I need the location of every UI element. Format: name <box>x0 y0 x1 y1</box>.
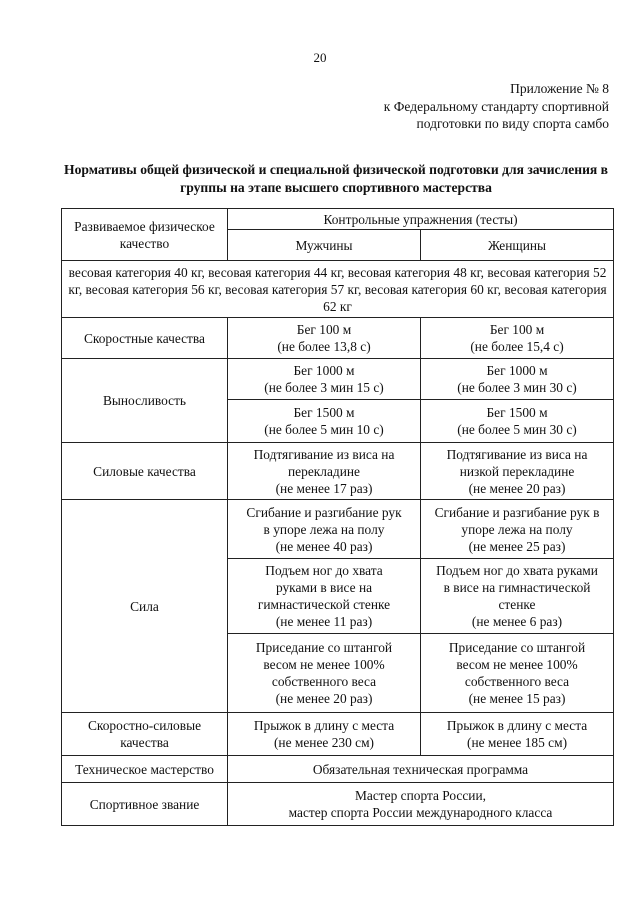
document-title: Нормативы общей физической и специальной физической подготовки для зачисления в группы на этапе высшего спортивного мастерства <box>64 162 608 195</box>
speed-strength-women: Прыжок в длину с места (не менее 185 см) <box>421 713 614 756</box>
endurance-men-1000: Бег 1000 м (не более 3 мин 15 с) <box>228 359 421 400</box>
strength-women-leg-raise: Подъем ног до хвата руками в висе на гимнастической стенке (не менее 6 раз) <box>421 559 614 634</box>
table-row <box>62 359 614 400</box>
strength-women-squat: Приседание со штангой весом не менее 100% собственного веса (не менее 15 раз) <box>421 634 614 713</box>
strength-men-leg-raise: Подъем ног до хвата руками в висе на гимнастической стенке (не менее 11 раз) <box>228 559 421 634</box>
speed-women: Бег 100 м (не более 15,4 с) <box>421 318 614 359</box>
power-women: Подтягивание из виса на низкой перекладине (не менее 20 раз) <box>421 443 614 500</box>
header-quality: Развиваемое физическое качество <box>62 209 228 261</box>
norms-table <box>61 208 614 826</box>
header-exercises: Контрольные упражнения (тесты) <box>228 209 614 230</box>
weight-categories: весовая категория 40 кг, весовая категория 44 кг, весовая категория 48 кг, весовая категория 52 кг, весовая категория 56 кг, весовая категория 57 кг, весовая категория 60 кг, весовая категория 62 кг <box>62 261 614 318</box>
page-number: 20 <box>313 50 327 65</box>
table-row <box>62 756 614 783</box>
endurance-women-1000: Бег 1000 м (не более 3 мин 30 с) <box>421 359 614 400</box>
table-row <box>62 783 614 826</box>
header-women: Женщины <box>421 230 614 261</box>
table-row <box>62 318 614 359</box>
quality-speed: Скоростные качества <box>62 318 228 359</box>
quality-strength: Сила <box>62 500 228 713</box>
speed-men: Бег 100 м (не более 13,8 с) <box>228 318 421 359</box>
technique-value: Обязательная техническая программа <box>228 756 614 783</box>
header-men: Мужчины <box>228 230 421 261</box>
endurance-women-1500: Бег 1500 м (не более 5 мин 30 с) <box>421 400 614 443</box>
strength-women-pushups: Сгибание и разгибание рук в упоре лежа на полу (не менее 25 раз) <box>421 500 614 559</box>
appendix-line-3: подготовки по виду спорта самбо <box>416 116 609 131</box>
strength-men-pushups: Сгибание и разгибание рук в упоре лежа на полу (не менее 40 раз) <box>228 500 421 559</box>
appendix-line-2: к Федеральному стандарту спортивной <box>383 98 609 114</box>
table-row <box>62 713 614 756</box>
strength-men-squat: Приседание со штангой весом не менее 100% собственного веса (не менее 20 раз) <box>228 634 421 713</box>
appendix-reference <box>384 80 609 133</box>
table-header-row <box>62 209 614 230</box>
appendix-line-1: Приложение № 8 <box>510 81 609 96</box>
quality-sport-title: Спортивное звание <box>62 783 228 826</box>
quality-power: Силовые качества <box>62 443 228 500</box>
table-row <box>62 500 614 559</box>
quality-endurance: Выносливость <box>62 359 228 443</box>
quality-technique: Техническое мастерство <box>62 756 228 783</box>
table-row <box>62 443 614 500</box>
speed-strength-men: Прыжок в длину с места (не менее 230 см) <box>228 713 421 756</box>
power-men: Подтягивание из виса на перекладине (не менее 17 раз) <box>228 443 421 500</box>
sport-title-value: Мастер спорта России, мастер спорта России международного класса <box>228 783 614 826</box>
endurance-men-1500: Бег 1500 м (не более 5 мин 10 с) <box>228 400 421 443</box>
table-row <box>62 261 614 318</box>
quality-speed-strength: Скоростно-силовые качества <box>62 713 228 756</box>
